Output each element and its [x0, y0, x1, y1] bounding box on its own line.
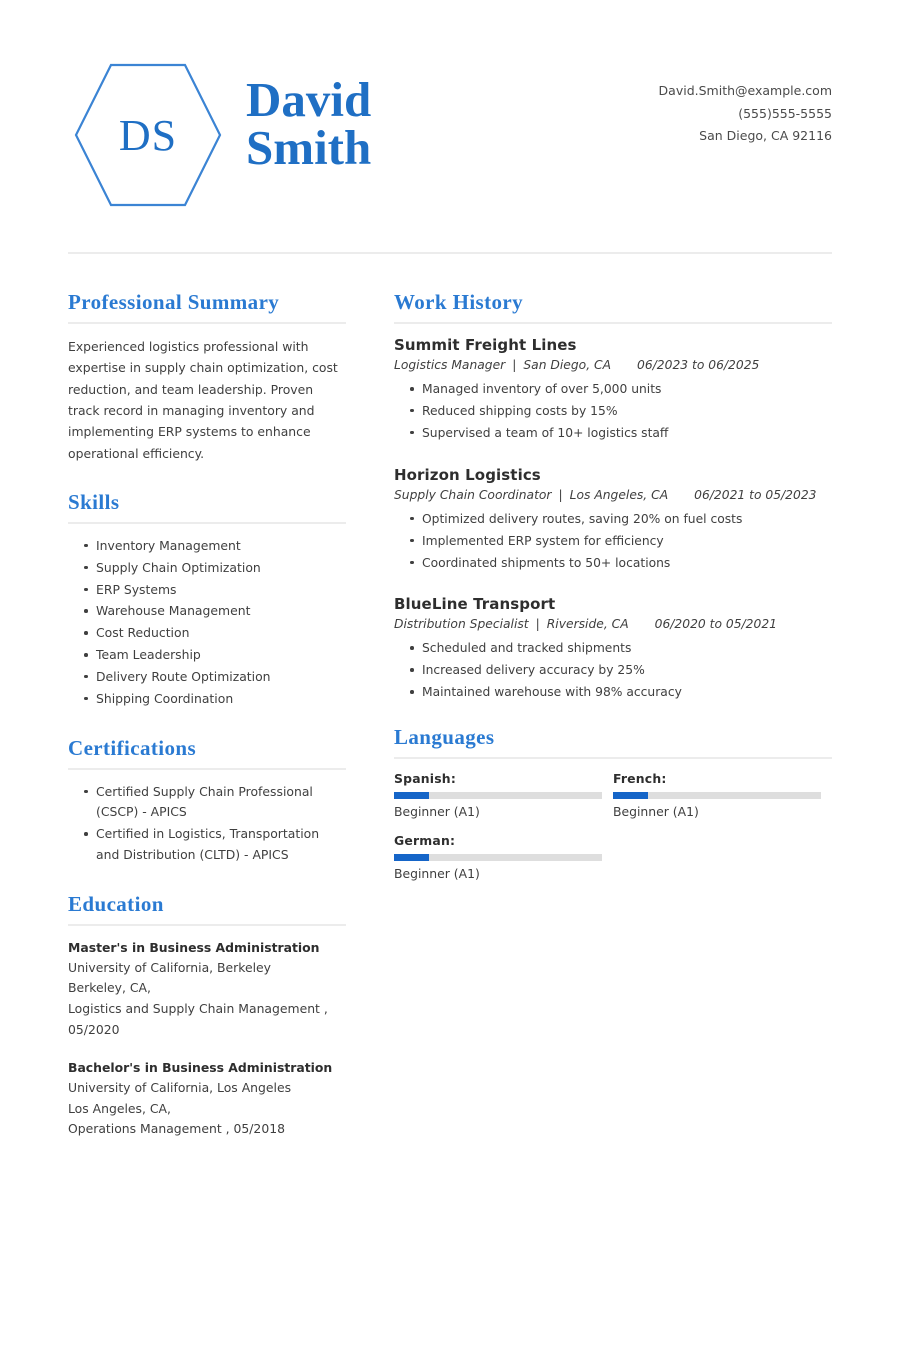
language-name: French:	[613, 771, 667, 787]
list-item: Scheduled and tracked shipments	[410, 638, 832, 659]
education-degree: Master's in Business Administration	[68, 939, 320, 955]
section-underline	[68, 924, 346, 926]
list-item: Certified in Logistics, Transportation and Distribution (CLTD) - APICS	[84, 824, 346, 866]
language-progress-fill	[394, 854, 429, 861]
section-underline	[68, 522, 346, 524]
language-name: Spanish:	[394, 771, 456, 787]
contact-phone: (555)555-5555	[738, 105, 832, 121]
job-company: Summit Freight Lines	[394, 336, 577, 354]
first-name: David	[246, 71, 372, 127]
language-entry	[613, 771, 832, 819]
language-name: German:	[394, 833, 456, 849]
language-entry	[394, 833, 613, 881]
education-degree: Bachelor's in Business Administration	[68, 1060, 333, 1076]
job-entry	[394, 336, 832, 444]
list-item: Maintained warehouse with 98% accuracy	[410, 682, 832, 703]
list-item: ERP Systems	[84, 580, 346, 601]
section-title-professional-summary: Professional Summary	[68, 290, 280, 314]
language-entry	[394, 771, 613, 819]
job-bullets	[394, 638, 832, 703]
education-school: University of California, Los Angeles	[68, 1079, 292, 1095]
skills-list	[68, 536, 346, 710]
job-meta	[394, 486, 832, 505]
list-item: Supervised a team of 10+ logistics staff	[410, 423, 832, 444]
header-divider	[68, 252, 832, 254]
job-meta	[394, 615, 832, 634]
list-item: Team Leadership	[84, 645, 346, 666]
language-progress-bar	[394, 792, 602, 799]
job-role: Supply Chain Coordinator	[394, 487, 552, 502]
job-entry	[394, 466, 832, 574]
job-dates: 06/2023 to 06/2025	[637, 358, 760, 372]
section-underline	[394, 322, 832, 324]
job-entry	[394, 595, 832, 703]
job-role: Logistics Manager	[394, 358, 506, 372]
list-item: Delivery Route Optimization	[84, 667, 346, 688]
section-education	[68, 892, 346, 1140]
job-role: Distribution Specialist	[394, 617, 529, 632]
job-dates: 06/2020 to 05/2021	[654, 617, 777, 632]
section-title-certifications: Certifications	[68, 735, 197, 760]
job-location: Los Angeles, CA	[569, 487, 669, 502]
section-work-history	[394, 290, 832, 703]
monogram-initials: DS	[118, 110, 178, 160]
list-item: Warehouse Management	[84, 601, 346, 622]
language-level: Beginner (A1)	[613, 804, 699, 820]
list-item: Increased delivery accuracy by 25%	[410, 660, 832, 681]
language-level: Beginner (A1)	[394, 866, 480, 882]
contact-location: San Diego, CA 92116	[699, 128, 832, 144]
section-title-education: Education	[68, 891, 164, 916]
resume-header	[68, 0, 832, 200]
list-item: Shipping Coordination	[84, 689, 346, 710]
education-entry	[68, 1058, 346, 1140]
candidate-name	[246, 71, 372, 180]
job-location: Riverside, CA	[546, 617, 629, 632]
list-item: Supply Chain Optimization	[84, 558, 346, 579]
language-progress-fill	[394, 792, 429, 799]
list-item: Optimized delivery routes, saving 20% on fuel costs	[410, 509, 832, 530]
education-city: Berkeley, CA,	[68, 980, 151, 996]
left-column	[68, 290, 346, 1158]
resume-body	[68, 290, 832, 1158]
section-certifications	[68, 736, 346, 866]
summary-text: Experienced logistics professional with expertise in supply chain optimization, cost reduction, and team leadership. Proven track record in managing inventory and implementing ERP systems to enhance operational efficiency.	[68, 339, 338, 461]
education-school: University of California, Berkeley	[68, 959, 272, 975]
list-item: Certified Supply Chain Professional (CSCP) - APICS	[84, 782, 346, 824]
list-item: Coordinated shipments to 50+ locations	[410, 553, 832, 574]
job-bullets	[394, 509, 832, 574]
section-skills	[68, 490, 346, 710]
language-progress-fill	[613, 792, 648, 799]
job-location: San Diego, CA	[523, 358, 612, 372]
list-item: Inventory Management	[84, 536, 346, 557]
language-level: Beginner (A1)	[394, 804, 480, 820]
education-entry	[68, 938, 346, 1040]
right-column	[394, 290, 832, 1158]
contact-info	[659, 80, 832, 177]
section-title-skills: Skills	[68, 489, 120, 514]
education-city: Los Angeles, CA,	[68, 1100, 171, 1116]
last-name: Smith	[246, 120, 372, 175]
list-item: Managed inventory of over 5,000 units	[410, 379, 832, 400]
section-underline	[68, 322, 346, 324]
section-title-languages: Languages	[394, 725, 495, 750]
languages-grid	[394, 771, 832, 895]
section-title-work-history: Work History	[394, 290, 524, 314]
job-meta	[394, 356, 832, 375]
section-languages	[394, 725, 832, 895]
job-company: Horizon Logistics	[394, 465, 541, 484]
language-progress-bar	[613, 792, 821, 799]
job-dates: 06/2021 to 05/2023	[694, 487, 817, 502]
job-company: BlueLine Transport	[394, 595, 556, 614]
list-item: Cost Reduction	[84, 623, 346, 644]
meta-separator: |	[512, 358, 517, 372]
certifications-list	[68, 782, 346, 866]
monogram	[68, 53, 218, 203]
education-field: Logistics and Supply Chain Management , 05/2020	[68, 1000, 328, 1037]
education-field: Operations Management , 05/2018	[68, 1121, 285, 1137]
list-item: Implemented ERP system for efficiency	[410, 531, 832, 552]
meta-separator: |	[558, 487, 563, 502]
section-underline	[68, 768, 346, 770]
job-bullets	[394, 379, 832, 444]
list-item: Reduced shipping costs by 15%	[410, 401, 832, 422]
section-professional-summary	[68, 290, 346, 464]
language-progress-bar	[394, 854, 602, 861]
meta-separator: |	[535, 617, 540, 632]
contact-email: David.Smith@example.com	[658, 82, 832, 98]
section-underline	[394, 757, 832, 759]
